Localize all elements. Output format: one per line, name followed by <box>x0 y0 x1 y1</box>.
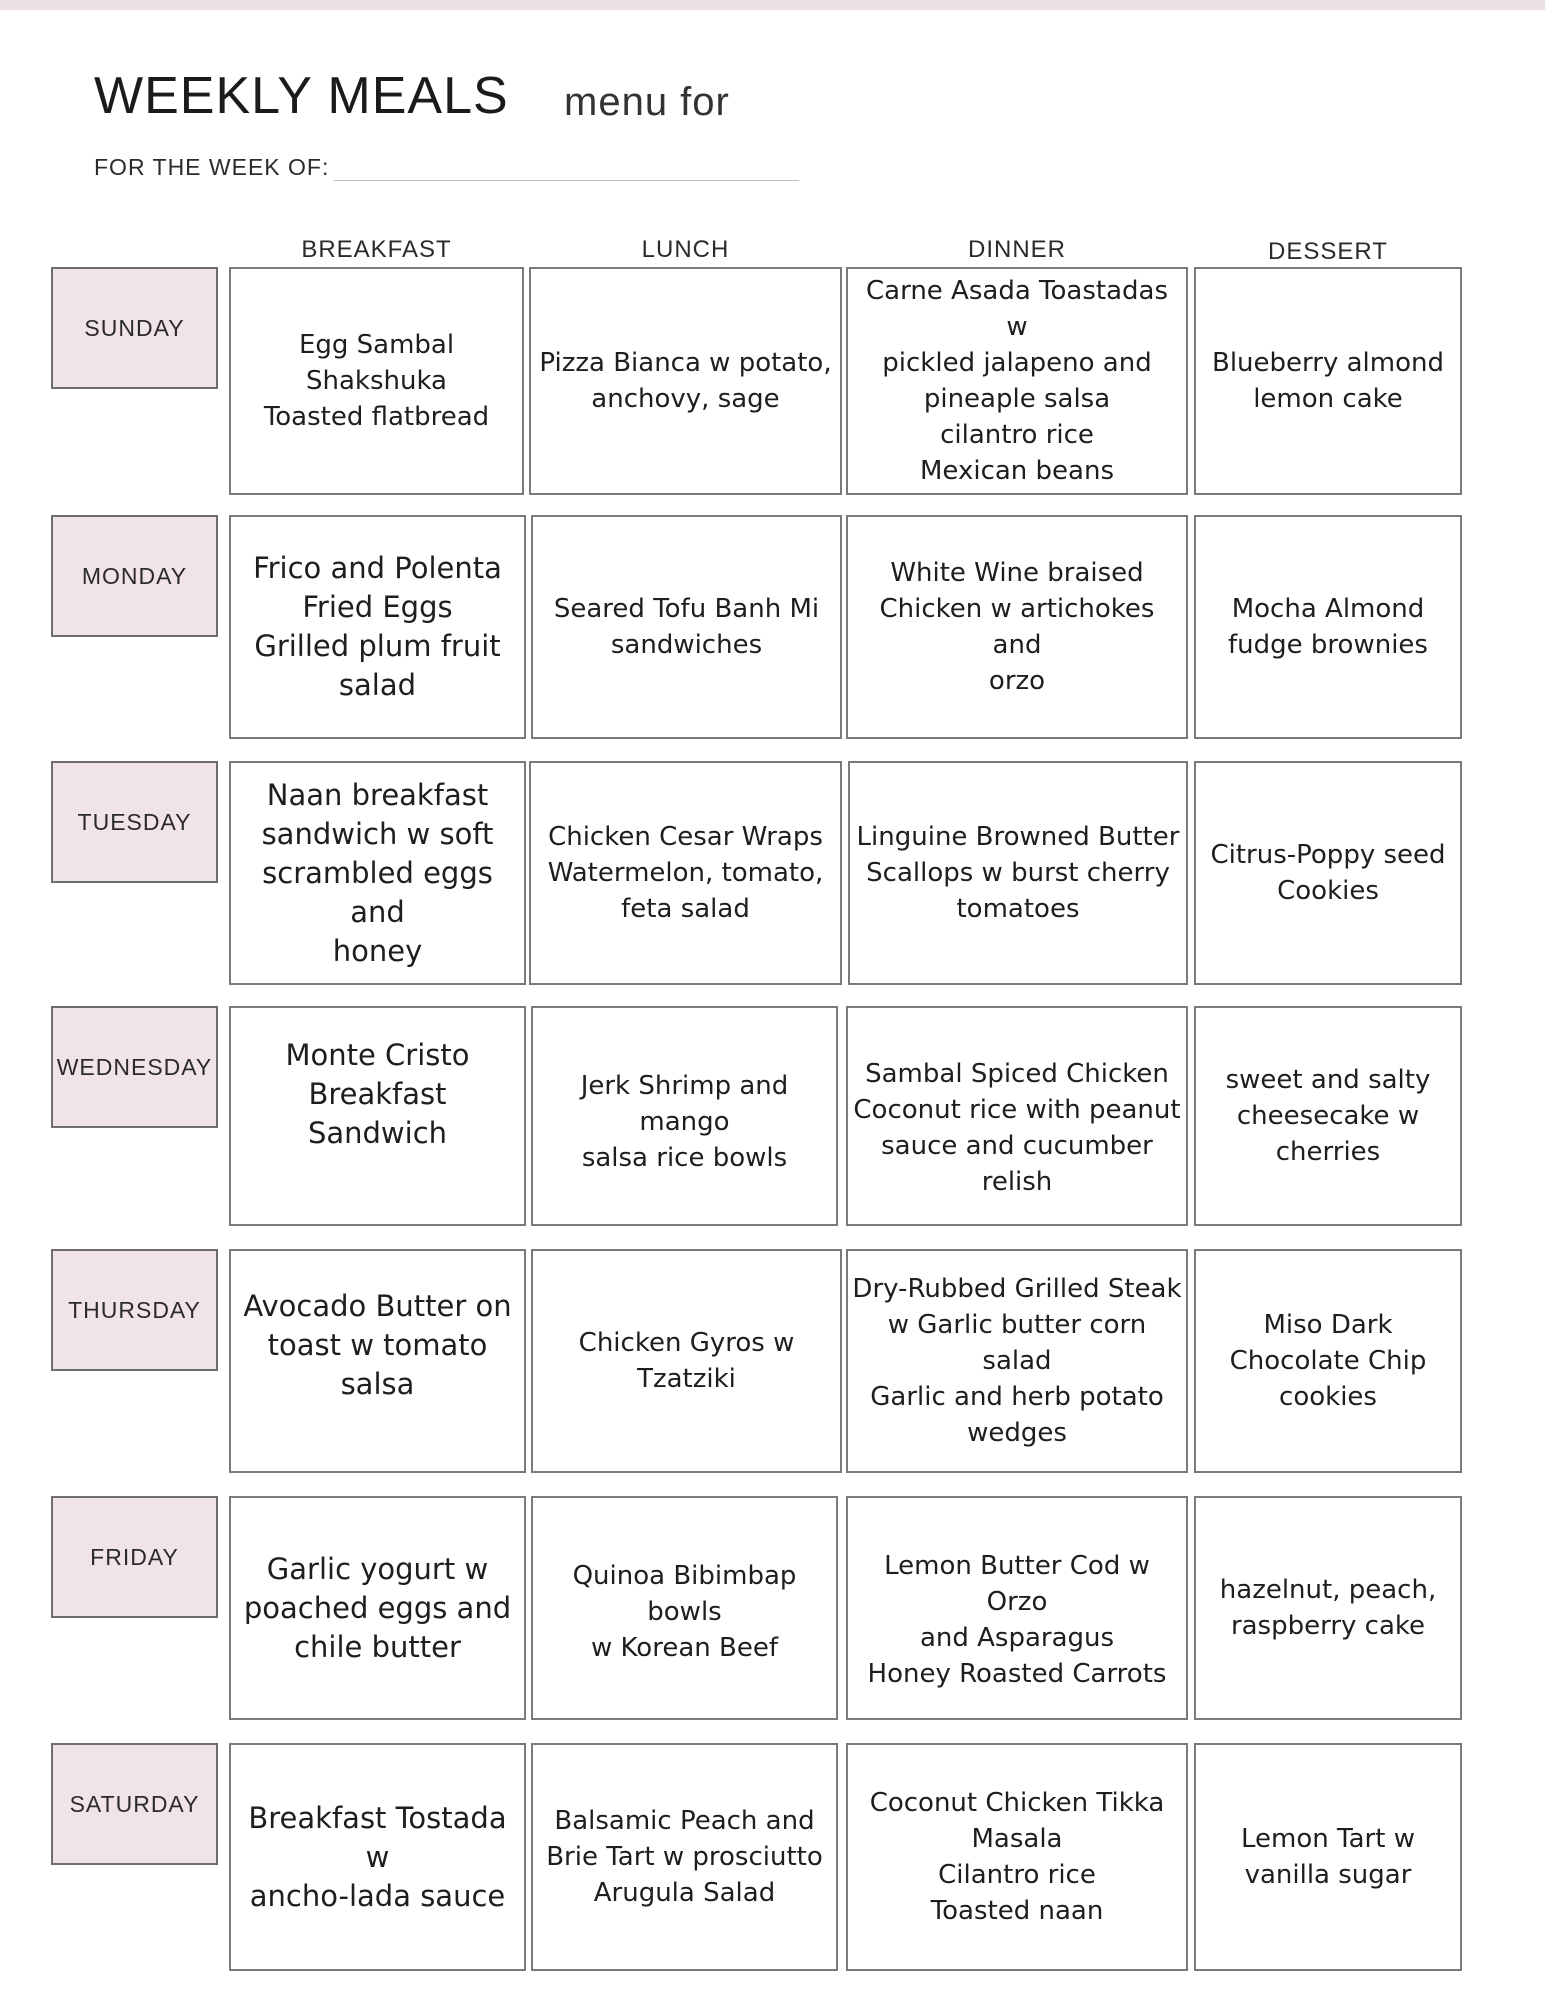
meal-cell-tuesday-lunch <box>529 761 842 985</box>
meal-text: Chicken Cesar Wraps Watermelon, tomato, feta salad <box>547 822 824 924</box>
meal-text: Mocha Almond fudge brownies <box>1228 594 1428 660</box>
meal-cell-monday-dinner <box>846 515 1188 739</box>
meal-cell-sunday-dinner <box>846 267 1188 495</box>
meal-cell-wednesday-dessert <box>1194 1006 1462 1226</box>
meal-cell-thursday-breakfast <box>229 1249 526 1473</box>
meal-cell-friday-breakfast <box>229 1496 526 1720</box>
column-header-lunch: LUNCH <box>641 236 730 263</box>
meal-text: Chicken Gyros w Tzatziki <box>578 1328 795 1394</box>
column-header-dinner: DINNER <box>967 236 1066 263</box>
meal-cell-sunday-lunch <box>529 267 842 495</box>
meal-cell-wednesday-lunch <box>531 1006 838 1226</box>
meal-text: Frico and Polenta Fried Eggs Grilled plum fruit salad <box>253 551 502 702</box>
meal-text: Dry-Rubbed Grilled Steak w Garlic butter corn salad Garlic and herb potato wedges <box>852 1274 1182 1448</box>
meal-cell-sunday-breakfast <box>229 267 524 495</box>
meal-text: Sambal Spiced Chicken Coconut rice with peanut sauce and cucumber relish <box>853 1059 1181 1197</box>
meal-text: Miso Dark Chocolate Chip cookies <box>1229 1310 1427 1412</box>
meal-text: Lemon Butter Cod w Orzo and Asparagus Honey Roasted Carrots <box>867 1551 1167 1689</box>
meal-text: Avocado Butter on toast w tomato salsa <box>243 1289 512 1401</box>
meal-text: Monte Cristo Breakfast Sandwich <box>285 1038 470 1150</box>
meal-text: Linguine Browned Butter Scallops w burst cherry tomatoes <box>856 822 1180 924</box>
top-accent-bar <box>0 0 1545 10</box>
meal-text: Breakfast Tostada w ancho-lada sauce <box>248 1800 507 1913</box>
meal-cell-wednesday-dinner <box>846 1006 1188 1226</box>
meal-cell-tuesday-dinner <box>848 761 1188 985</box>
meal-cell-tuesday-breakfast <box>229 761 526 985</box>
meal-cell-monday-dessert <box>1194 515 1462 739</box>
meal-text: Coconut Chicken Tikka Masala Cilantro rice Toasted naan <box>869 1788 1165 1926</box>
column-header-breakfast: BREAKFAST <box>301 236 452 263</box>
day-label-saturday: SATURDAY <box>51 1743 218 1865</box>
meal-text: Naan breakfast sandwich w soft scrambled eggs and honey <box>261 777 494 968</box>
meal-cell-saturday-dessert <box>1194 1743 1462 1971</box>
meal-text: hazelnut, peach, raspberry cake <box>1219 1575 1437 1641</box>
meal-text: White Wine braised Chicken w artichokes and orzo <box>879 558 1155 696</box>
meal-cell-thursday-dinner <box>846 1249 1188 1473</box>
meal-text: Quinoa Bibimbap bowls w Korean Beef <box>572 1561 797 1663</box>
meal-cell-monday-breakfast <box>229 515 526 739</box>
meal-text: Seared Tofu Banh Mi sandwiches <box>553 594 820 660</box>
meal-text: Garlic yogurt w poached eggs and chile butter <box>243 1551 512 1664</box>
meal-text: Citrus-Poppy seed Cookies <box>1210 840 1446 906</box>
meal-cell-saturday-breakfast <box>229 1743 526 1971</box>
meal-text: Lemon Tart w vanilla sugar <box>1241 1824 1415 1890</box>
meal-text: Carne Asada Toastadas w pickled jalapeno and pineaple salsa cilantro rice Mexican beans <box>866 276 1168 486</box>
day-label-monday: MONDAY <box>51 515 218 637</box>
meal-cell-tuesday-dessert <box>1194 761 1462 985</box>
meal-cell-friday-dessert <box>1194 1496 1462 1720</box>
meal-text: Egg Sambal Shakshuka Toasted flatbread <box>263 330 490 432</box>
meal-cell-friday-dinner <box>846 1496 1188 1720</box>
meal-text: Pizza Bianca w potato, anchovy, sage <box>539 348 832 414</box>
day-label-friday: FRIDAY <box>51 1496 218 1618</box>
day-label-sunday: SUNDAY <box>51 267 218 389</box>
meal-text: Balsamic Peach and Brie Tart w prosciutto Arugula Salad <box>546 1806 823 1908</box>
meal-cell-monday-lunch <box>531 515 842 739</box>
meal-cell-thursday-dessert <box>1194 1249 1462 1473</box>
day-label-wednesday: WEDNESDAY <box>51 1006 218 1128</box>
page-subtitle: menu for <box>564 80 730 124</box>
meal-text: Blueberry almond lemon cake <box>1212 348 1444 414</box>
meal-cell-saturday-dinner <box>846 1743 1188 1971</box>
day-label-thursday: THURSDAY <box>51 1249 218 1371</box>
day-label-tuesday: TUESDAY <box>51 761 218 883</box>
meal-cell-sunday-dessert <box>1194 267 1462 495</box>
page-title: WEEKLY MEALS <box>94 67 509 125</box>
meal-text: Jerk Shrimp and mango salsa rice bowls <box>580 1071 789 1173</box>
meal-cell-friday-lunch <box>531 1496 838 1720</box>
week-of-blank-line <box>334 180 799 181</box>
meal-cell-thursday-lunch <box>531 1249 842 1473</box>
week-of-label: FOR THE WEEK OF: <box>94 154 330 180</box>
meal-text: sweet and salty cheesecake w cherries <box>1225 1065 1431 1167</box>
meal-cell-wednesday-breakfast <box>229 1006 526 1226</box>
column-header-dessert: DESSERT <box>1268 238 1388 265</box>
meal-cell-saturday-lunch <box>531 1743 838 1971</box>
